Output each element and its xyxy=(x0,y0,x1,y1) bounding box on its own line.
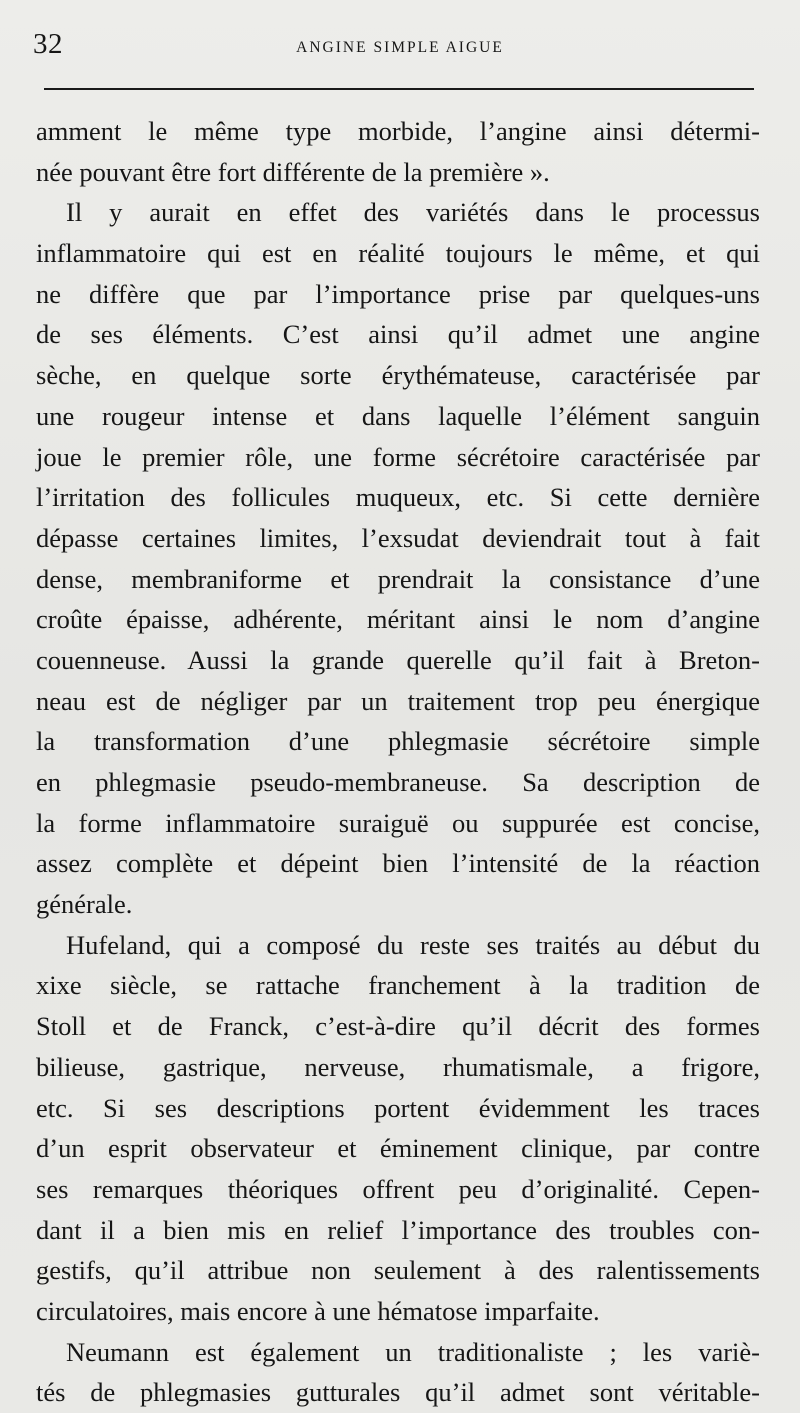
text-line: dant il a bien mis en relief l’importance des troubles con- xyxy=(36,1214,760,1245)
text-line: en phlegmasie pseudo-membraneuse. Sa description de xyxy=(36,767,760,797)
text-line: dépasse certaines limites, l’exsudat deviendrait tout à fait xyxy=(36,522,760,553)
text-line: la transformation d’une phlegmasie sécrétoire simple xyxy=(36,726,760,757)
text-line: ses remarques théoriques offrent peu d’originalité. Cepen- xyxy=(36,1173,760,1204)
text-line: inflammatoire qui est en réalité toujours le même, et qui xyxy=(36,238,760,269)
body-text xyxy=(36,111,760,1413)
text-line: ne diffère que par l’importance prise par quelques-uns xyxy=(36,278,760,309)
text-line: etc. Si ses descriptions portent évidemment les traces xyxy=(36,1092,760,1123)
text-line: joue le premier rôle, une forme sécrétoire caractérisée par xyxy=(36,441,760,472)
text-line: l’irritation des follicules muqueux, etc. Si cette dernière xyxy=(36,482,760,513)
text-line: Stoll et de Franck, c’est-à-dire qu’il décrit des formes xyxy=(36,1011,760,1042)
text-line: de ses éléments. C’est ainsi qu’il admet une angine xyxy=(36,319,760,350)
text-line: croûte épaisse, adhérente, méritant ainsi le nom d’angine xyxy=(36,604,760,635)
text-line: la forme inflammatoire suraiguë ou suppurée est concise, xyxy=(36,807,760,838)
text-line: circulatoires, mais encore à une hématose imparfaite. xyxy=(36,1295,600,1326)
header-rule xyxy=(44,88,754,90)
text-line: Neumann est également un traditionaliste ; les variè- xyxy=(66,1336,760,1367)
text-line: assez complète et dépeint bien l’intensité de la réaction xyxy=(36,848,760,879)
page-number: 32 xyxy=(33,28,63,60)
text-line: Il y aurait en effet des variétés dans le processus xyxy=(66,197,760,228)
text-line: née pouvant être fort différente de la première ». xyxy=(36,156,550,187)
text-line: générale. xyxy=(36,889,133,920)
text-line: d’un esprit observateur et éminement clinique, par contre xyxy=(36,1133,760,1164)
text-line: bilieuse, gastrique, nerveuse, rhumatismale, a frigore, xyxy=(36,1051,760,1082)
text-line: dense, membraniforme et prendrait la consistance d’une xyxy=(36,563,760,594)
text-line: tés de phlegmasies gutturales qu’il admet sont véritable- xyxy=(36,1377,760,1408)
text-line: neau est de négliger par un traitement trop peu énergique xyxy=(36,685,760,716)
running-head: ANGINE SIMPLE AIGUE xyxy=(296,39,504,56)
text-line: sèche, en quelque sorte érythémateuse, caractérisée par xyxy=(36,360,760,391)
text-line: xixe siècle, se rattache franchement à la tradition de xyxy=(36,970,760,1001)
text-line: gestifs, qu’il attribue non seulement à des ralentissements xyxy=(36,1255,760,1286)
text-line: couenneuse. Aussi la grande querelle qu’il fait à Breton- xyxy=(36,644,760,675)
text-line: amment le même type morbide, l’angine ainsi détermi- xyxy=(36,116,760,146)
text-line: une rougeur intense et dans laquelle l’élément sanguin xyxy=(36,400,760,431)
text-line: Hufeland, qui a composé du reste ses traités au début du xyxy=(66,929,760,960)
